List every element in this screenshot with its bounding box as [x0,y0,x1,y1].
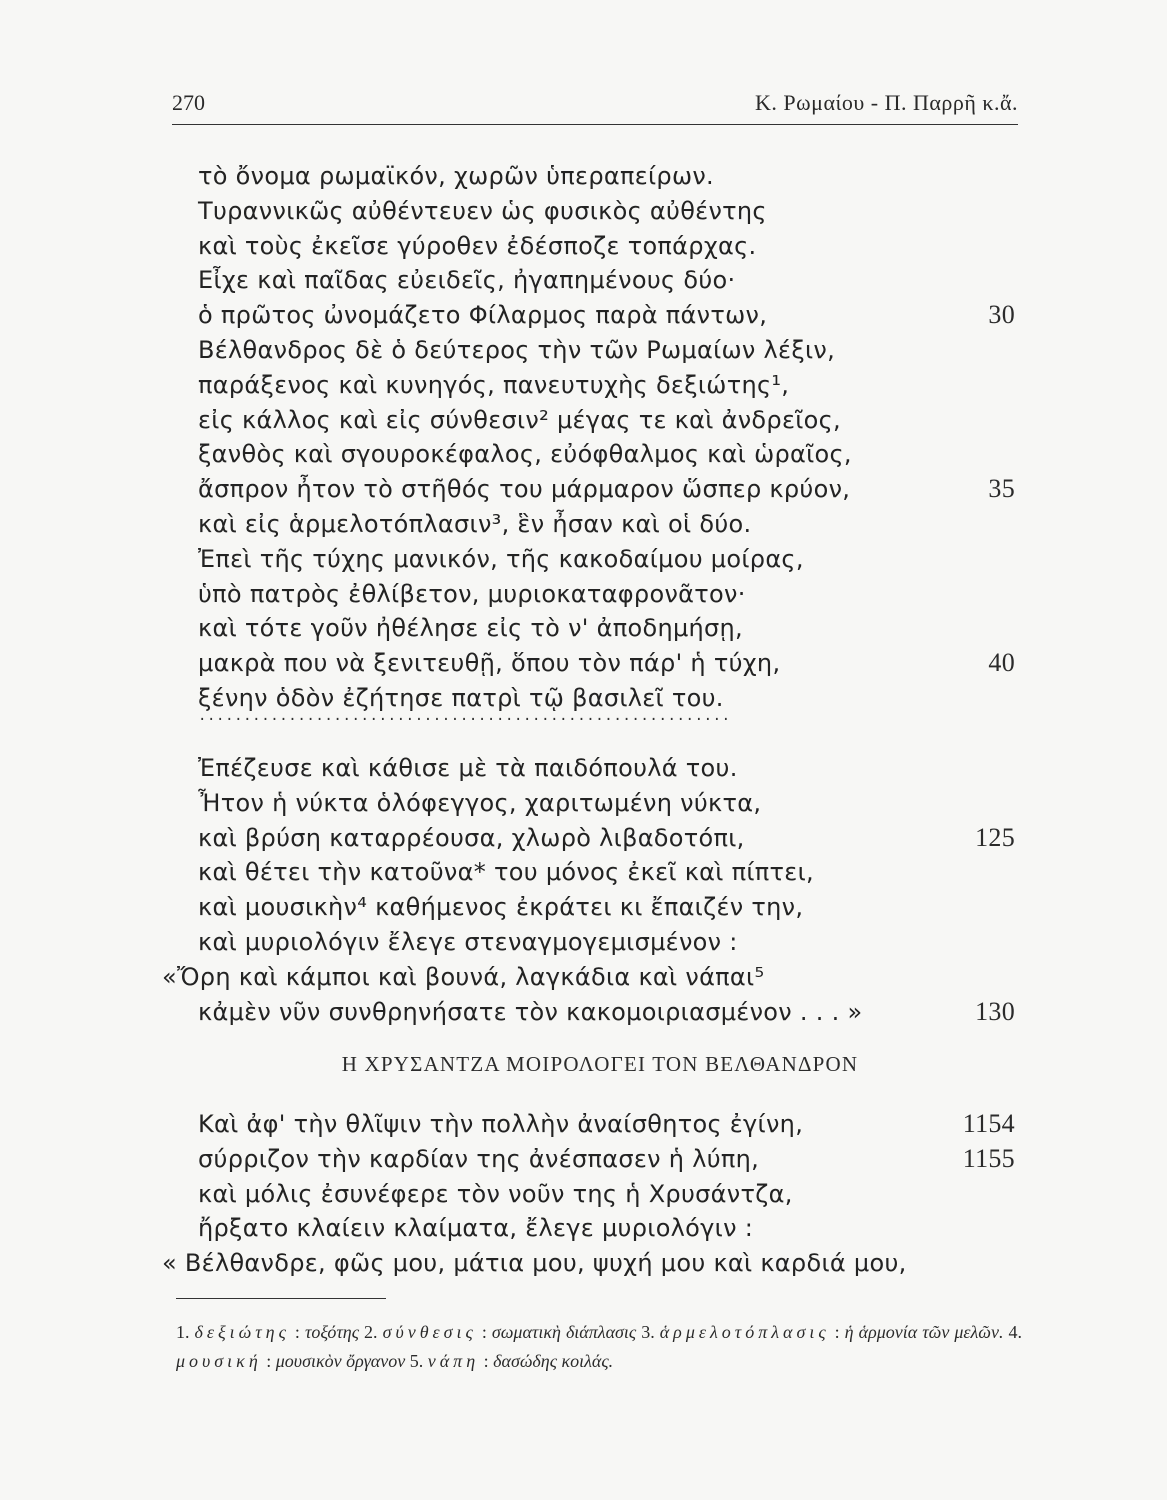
verse-text: σύρριζον τὴν καρδίαν της ἀνέσπασεν ἡ λύπη, [198,1144,760,1173]
verse-text: « Βέλθανδρε, φῶς μου, μάτια μου, ψυχή μου καὶ καρδιά μου, [162,1249,907,1278]
verse-text: καὶ θέτει τὴν κατοῦνα* του μόνος ἐκεῖ καὶ πίπτει, [198,858,814,887]
footnote-number: 2. [364,1322,378,1342]
verse-text: Τυραννικῶς αὐθέντευεν ὡς φυσικὸς αὐθέντης [198,196,767,225]
line-number: 30 [988,300,1015,330]
verse-text: Βέλθανδρος δὲ ὁ δεύτερος τὴν τῶν Ρωμαίων λέξιν, [198,336,836,364]
verse-line [0,1243,1167,1283]
verse-text: κἀμὲν νῦν συνθρηνήσατε τὸν κακομοιριασμένον . . . » [198,997,863,1026]
footnotes [176,1318,1022,1408]
footnote-term: σύνθεσις [382,1322,477,1342]
verse-text: Καὶ ἀφ' τὴν θλῖψιν τὴν πολλὴν ἀναίσθητος ἐγίνη, [198,1110,804,1138]
line-number: 125 [975,822,1015,852]
verse-text: ἤρξατο κλαίειν κλαίματα, ἔλεγε μυριολόγιν : [198,1214,754,1243]
line-number: 1154 [962,1109,1015,1138]
verse-text: ξένην ὁδὸν ἐζήτησε πατρὶ τῷ βασιλεῖ του. [198,684,724,712]
verse-text: καὶ τοὺς ἐκεῖσε γύροθεν ἐδέσποζε τοπάρχας. [198,231,757,260]
footnote-gloss: σωματικὴ διάπλασις [491,1322,637,1342]
verse-text: καὶ μουσικὴν⁴ καθήμενος ἐκράτει κι ἔπαιζέν την, [198,893,804,922]
verse-text: ἄσπρον ἦτον τὸ στῆθός του μάρμαρον ὥσπερ κρύον, [198,475,851,504]
footnote-term: ἁρμελοτόπλασις [659,1322,830,1342]
verse-text: καὶ τότε γοῦν ἠθέλησε εἰς τὸ ν' ἀποδημήσῃ, [198,614,743,643]
page-header [172,90,1018,122]
footnote-term: νάπη [427,1351,480,1371]
verse-text: παράξενος καὶ κυνηγός, πανευτυχὴς δεξιώτης¹, [198,370,790,399]
page-number: 270 [172,90,205,115]
line-number: 40 [988,648,1015,678]
verse-text: καὶ εἰς ἁρμελοτόπλασιν³, ἓν ἦσαν καὶ οἱ δύο. [198,510,752,538]
verse-text: ξανθὸς καὶ σγουροκέφαλος, εὐόφθαλμος καὶ ὡραῖος, [198,440,852,469]
verse-text: καὶ μυριολόγιν ἔλεγε στεναγμογεμισμένον : [198,928,738,956]
verse-text: τὸ ὄνομα ρωμαϊκόν, χωρῶν ὑπεραπείρων. [198,162,714,190]
ellipsis-line: ........................................................... [198,708,731,724]
line-number: 1155 [962,1143,1015,1173]
verse-text: «Ὄρη καὶ κάμποι καὶ βουνά, λαγκάδια καὶ νάπαι⁵ [162,962,765,991]
line-number: 35 [988,474,1015,504]
footnote-gloss: δασώδης κοιλάς. [493,1351,614,1371]
footnote-number: 3. [641,1322,655,1342]
footnote: 3. ἁρμελοτόπλασις : ἡ ἁρμονία τῶν μελῶν. [641,1322,1004,1342]
verse-text: Ἐπέζευσε καὶ κάθισε μὲ τὰ παιδόπουλά του. [198,754,738,782]
verse-text: καὶ βρύση καταρρέουσα, χλωρὸ λιβαδοτόπι, [198,823,745,852]
verse-text: Ἦτον ἡ νύκτα ὁλόφεγγος, χαριτωμένη νύκτα, [198,788,762,817]
verse-text: Εἶχε καὶ παῖδας εὐειδεῖς, ἠγαπημένους δύο· [198,266,736,295]
footnote-term: μουσική [176,1351,262,1371]
footnote-gloss: ἡ ἁρμονία τῶν μελῶν. [844,1322,1004,1342]
header-rule [172,124,1018,125]
footnote-gloss: τοξότης [304,1322,360,1342]
verse-text: μακρὰ που νὰ ξενιτευθῇ, ὅπου τὸν πάρ' ἡ τύχη, [198,649,781,678]
verse-text: ὁ πρῶτος ὠνομάζετο Φίλαρμος παρὰ πάντων, [198,301,768,330]
footnote-number: 1. [176,1322,190,1342]
line-number: 130 [975,996,1015,1026]
footnote-gloss: μουσικὸν ὄργανον [275,1351,406,1371]
section-title: Η ΧΡΥΣΑΝΤΖΑ ΜΟΙΡΟΛΟΓΕΙ ΤΟΝ ΒΕΛΘΑΝΔΡΟΝ [341,1052,859,1076]
footnote: 5. νάπη : δασώδης κοιλάς. [409,1351,614,1371]
verse-text: καὶ μόλις ἐσυνέφερε τὸν νοῦν της ἡ Χρυσάντζα, [198,1179,793,1208]
verse-text: ὑπὸ πατρὸς ἐθλίβετον, μυριοκαταφρονᾶτον· [198,579,746,608]
footnote: 4. μουσική : μουσικὸν ὄργανον [176,1322,1022,1371]
footnote-term: δεξιώτης [194,1322,290,1342]
verse-text: εἰς κάλλος καὶ εἰς σύνθεσιν² μέγας τε καὶ ἀνδρεῖος, [198,405,841,434]
running-title: Κ. Ρωμαίου - Π. Παρρῆ κ.ἄ. [755,90,1018,115]
footnote: 1. δεξιώτης : τοξότης [176,1322,360,1342]
footnote: 2. σύνθεσις : σωματικὴ διάπλασις [364,1322,637,1342]
footnote-number: 5. [409,1351,424,1371]
verse-line [0,992,1167,1032]
footnote-number: 4. [1008,1322,1022,1342]
footnote-rule [176,1298,386,1299]
verse-text: Ἐπεὶ τῆς τύχης μανικόν, τῆς κακοδαίμου μοίρας, [198,544,804,573]
